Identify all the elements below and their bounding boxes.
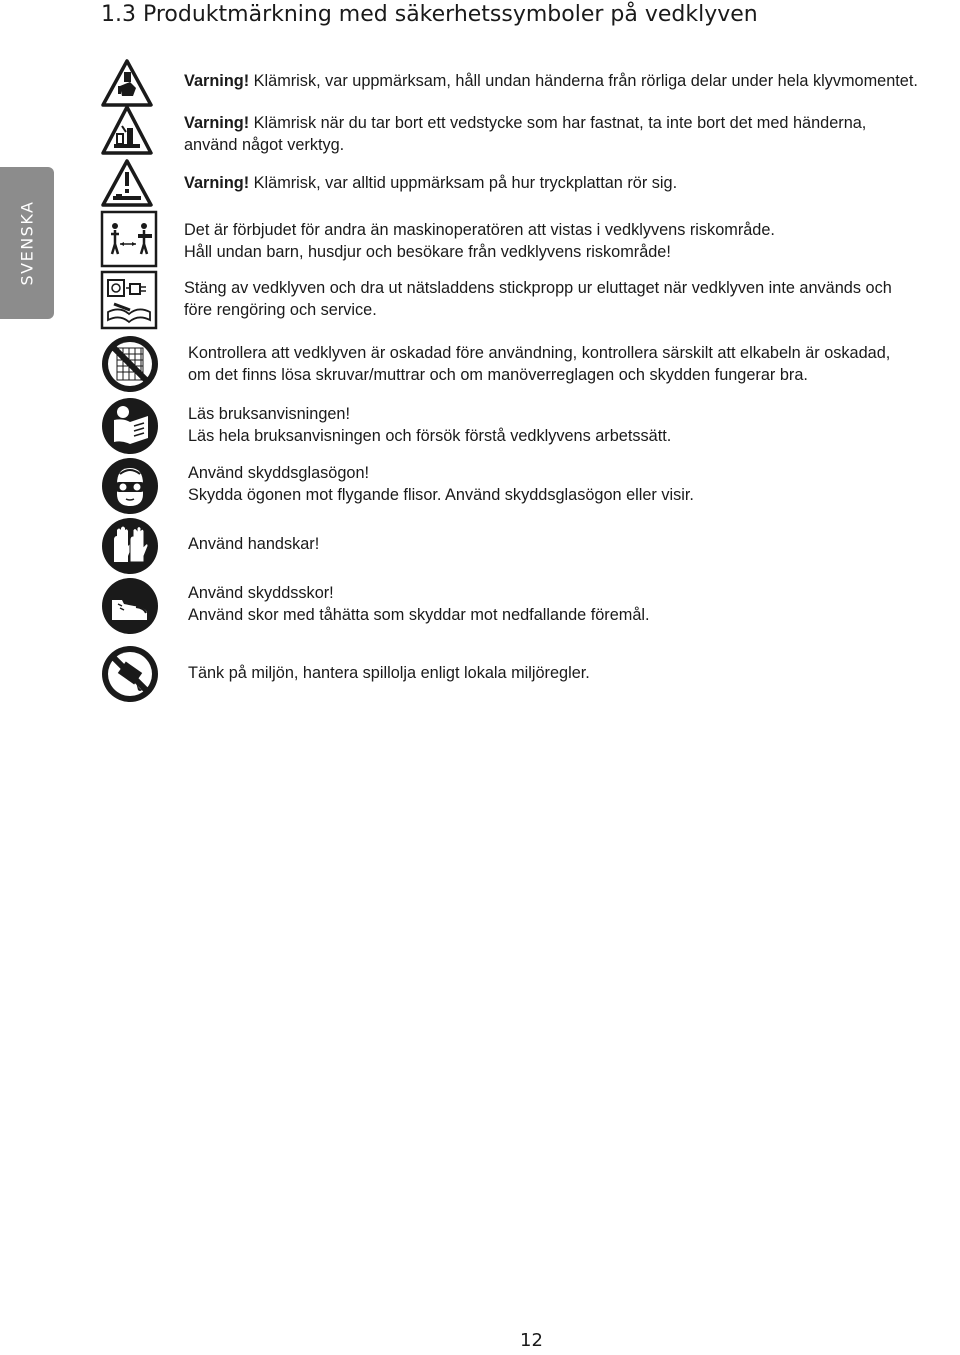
warning-label: Varning!: [184, 174, 250, 192]
keep-distance-icon: [100, 210, 158, 268]
safety-text-stuck-log: Varning! Klämrisk när du tar bort ett vedstycke som har fastnat, ta inte bort det med händerna, använd något verktyg.: [184, 114, 867, 154]
safety-text-push-plate: Varning! Klämrisk, var alltid uppmärksam på hur tryckplattan rör sig.: [184, 174, 678, 192]
no-oil-spill-icon: [100, 644, 160, 704]
safety-text-gloves: Använd handskar!: [188, 535, 320, 553]
language-side-tab: [0, 167, 54, 319]
read-manual-icon: [100, 396, 160, 456]
language-tab-label: SVENSKA: [17, 200, 37, 286]
gloves-icon: [100, 516, 160, 576]
page-heading: 1.3 Produktmärkning med säkerhetssymboler på vedklyven: [101, 2, 758, 27]
no-damaged-use-icon: [100, 334, 160, 394]
hand-crush-warning-icon: [100, 58, 154, 108]
unplug-before-service-icon: [100, 270, 158, 330]
safety-shoes-icon: [100, 576, 160, 636]
warning-label: Varning!: [184, 114, 250, 132]
safety-text-goggles: Använd skyddsglasögon! Skydda ögonen mot flygande flisor. Använd skyddsglasögon eller visir.: [188, 464, 694, 504]
safety-goggles-icon: [100, 456, 160, 516]
push-plate-warning-icon: [100, 158, 154, 208]
page-number: 12: [520, 1330, 543, 1351]
safety-text-oil-spill: Tänk på miljön, hantera spillolja enligt lokala miljöregler.: [188, 664, 590, 682]
safety-text-check-damage: Kontrollera att vedklyven är oskadad före användning, kontrollera särskilt att elkabeln är oskadad, om det finns lösa skruvar/muttrar och om manöverreglagen och skydden fungerar bra.: [188, 344, 891, 384]
safety-text-unplug: Stäng av vedklyven och dra ut nätsladdens stickpropp ur eluttaget när vedklyven inte används och före rengöring och service.: [184, 279, 892, 319]
warning-label: Varning!: [184, 72, 250, 90]
safety-text-shoes: Använd skyddsskor! Använd skor med tåhätta som skyddar mot nedfallande föremål.: [188, 584, 650, 624]
safety-text-keep-distance: Det är förbjudet för andra än maskinoperatören att vistas i vedklyvens riskområde. Håll undan barn, husdjur och besökare från vedklyvens riskområde!: [184, 221, 775, 261]
stuck-log-warning-icon: [100, 104, 154, 156]
safety-text-read-manual: Läs bruksanvisningen! Läs hela bruksanvisningen och försök förstå vedklyvens arbetssätt.: [188, 405, 672, 445]
safety-text-hand-crush: Varning! Klämrisk, var uppmärksam, håll undan händerna från rörliga delar under hela klyvmomentet.: [184, 72, 918, 90]
